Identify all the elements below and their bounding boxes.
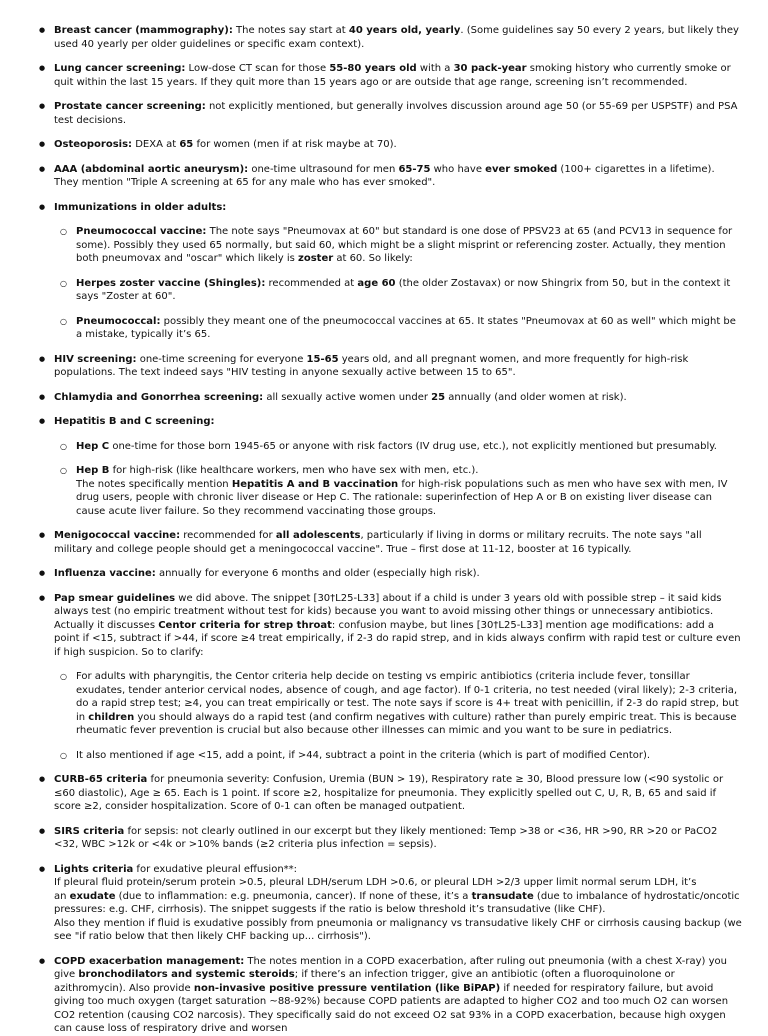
list-item-prostate-cancer: ● Prostate cancer screening: not explicitly mentioned, but generally involves discussion around age 50 (or 55-69 per USPSTF) and PSA test decisions.	[34, 100, 742, 127]
list-item-influenza: ● Influenza vaccine: annually for everyone 6 months and older (especially high risk).	[34, 567, 742, 581]
list-item-breast-cancer: ● Breast cancer (mammography): The notes say start at 40 years old, yearly. (Some guidelines say 50 every 2 years, but likely they used 40 yearly per older guidelines or specific exam context).	[34, 24, 742, 51]
immunizations-sublist	[54, 225, 742, 342]
sub-item-centor-adults: ○ For adults with pharyngitis, the Centor criteria help decide on testing vs empiric antibiotics (criteria include fever, tonsillar exudates, tender anterior cervical nodes, absence of cough, and age factor). If 0-1 criteria, no test needed (viral likely); 2-3 criteria, do a rapid strep test; ≥4, you can treat empirically or test. The note says if score is 4+ treat with penicillin, if 2-3 do rapid strep, but in children you should always do a rapid test (and confirm negatives with culture) rather than purely empiric treat. This is because rheumatic fever prevention is crucial but also because other illnesses can mimic and you want to be sure in pediatrics.	[54, 670, 742, 738]
list-item-aaa: ● AAA (abdominal aortic aneurysm): one-time ultrasound for men 65-75 who have ever smoked (100+ cigarettes in a lifetime). They mention "Triple A screening at 65 for any male who has ever smoked".	[34, 163, 742, 190]
list-item-meningococcal: ● Menigococcal vaccine: recommended for all adolescents, particularly if living in dorms or military recruits. The note says "all military and college people should get a meningococcal vaccine". True – first dose at 11-12, booster at 16 typically.	[34, 529, 742, 556]
sub-item-hep-c: ○ Hep C one-time for those born 1945-65 or anyone with risk factors (IV drug use, etc.), not explicitly mentioned but presumably.	[54, 440, 742, 454]
lights-line-causes: Also they mention if fluid is exudative possibly from pneumonia or malignancy vs transudative likely CHF or cirrhosis causing backup (we see "if ratio below that then likely CHF backing up... cirrhosis").	[54, 917, 742, 942]
screening-list	[34, 24, 742, 1036]
sub-item-pneumococcal-vaccine: ○ Pneumococcal vaccine: The note says "Pneumovax at 60" but standard is one dose of PPSV23 at 65 (and PCV13 in sequence for some). Possibly they used 65 normally, but said 60, which might be a slight misprint or referencing zoster. Actually, they mention both pneumovax and "oscar" which likely is zoster at 60. So likely:	[54, 225, 742, 266]
list-item-hiv-screening: ● HIV screening: one-time screening for everyone 15-65 years old, and all pregnant women, and more frequently for high-risk populations. The text indeed says "HIV testing in anyone sexually active between 15 to 65".	[34, 353, 742, 380]
list-item-hepatitis: ● Hepatitis B and C screening: ○ Hep C one-time for those born 1945-65 or anyone with risk factors (IV drug use, etc.), not explicitly mentioned but presumably. ○ Hep B for high-risk (like healthcare workers, men who have sex with men, etc.). The notes specifically mention Hepatitis A and B vaccination for high-risk populations such as men who have sex with men, IV drug users, people with chronic liver disease or Hep C. The rationale: superinfection of Hep A or B on existing liver disease can cause acute liver failure. So they recommend vaccinating those groups.	[34, 415, 742, 518]
list-item-curb65: ● CURB-65 criteria for pneumonia severity: Confusion, Uremia (BUN > 19), Respiratory rate ≥ 30, Blood pressure low (<90 systolic or ≤60 diastolic), Age ≥ 65. Each is 1 point. If score ≥2, hospitalize for pneumonia. They explicitly spelled out C, U, R, B, 65 and said if score ≥2, consider hospitalization. Score of 0-1 can often be managed outpatient.	[34, 773, 742, 814]
sub-item-centor-age: ○ It also mentioned if age <15, add a point, if >44, subtract a point in the criteria (which is part of modified Centor).	[54, 749, 742, 763]
list-item-osteoporosis: ● Osteoporosis: DEXA at 65 for women (men if at risk maybe at 70).	[34, 138, 742, 152]
sub-item-pneumococcal: ○ Pneumococcal: possibly they meant one of the pneumococcal vaccines at 65. It states "Pneumovax at 60 as well" which might be a mistake, typically it’s 65.	[54, 315, 742, 342]
list-item-chlamydia-gonorrhea: ● Chlamydia and Gonorrhea screening: all sexually active women under 25 annually (and older women at risk).	[34, 391, 742, 405]
list-item-copd: ● COPD exacerbation management: The notes mention in a COPD exacerbation, after ruling out pneumonia (with a chest X-ray) you give bronchodilators and systemic steroids; if there’s an infection trigger, give an antibiotic (often a fluoroquinolone or azithromycin). Also provide non-invasive positive pressure ventilation (like BiPAP) if needed for respiratory failure, but avoid giving too much oxygen (target saturation ~88-92%) because COPD patients are adapted to higher CO2 and too much O2 can worsen CO2 retention (causing CO2 narcosis). They specifically said do not exceed O2 sat 93% in a COPD exacerbation, because high oxygen can cause loss of respiratory drive and worsen	[34, 955, 742, 1036]
hepatitis-sublist	[54, 440, 742, 519]
centor-sublist	[54, 670, 742, 762]
list-item-lung-cancer: ● Lung cancer screening: Low-dose CT scan for those 55-80 years old with a 30 pack-year smoking history who currently smoke or quit within the last 15 years. If they quit more than 15 years ago or are outside that age range, screening isn’t recommended.	[34, 62, 742, 89]
lights-line-exudate: an exudate (due to inflammation: e.g. pneumonia, cancer). If none of these, it’s a transudate (due to imbalance of hydrostatic/oncotic pressures: e.g. CHF, cirrhosis). The snippet suggests if the ratio is below threshold it’s transudative (like CHF).	[54, 890, 740, 915]
hep-b-note: The notes specifically mention Hepatitis A and B vaccination for high-risk populations such as men who have sex with men, IV drug users, people with chronic liver disease or Hep C. The rationale: superinfection of Hep A or B on existing liver disease can cause acute liver failure. So they recommend vaccinating those groups.	[76, 478, 728, 517]
list-item-lights-criteria: ● Lights criteria for exudative pleural effusion**: If pleural fluid protein/serum protein >0.5, pleural LDH/serum LDH >0.6, or pleural LDH >2/3 upper limit normal serum LDH, it’s an exudate (due to inflammation: e.g. pneumonia, cancer). If none of these, it’s a transudate (due to imbalance of hydrostatic/oncotic pressures: e.g. CHF, cirrhosis). The snippet suggests if the ratio is below threshold it’s transudative (like CHF). Also they mention if fluid is exudative possibly from pneumonia or malignancy vs transudative likely CHF or cirrhosis causing backup (we see "if ratio below that then likely CHF backing up... cirrhosis").	[34, 863, 742, 944]
list-item-pap-smear: ● Pap smear guidelines we did above. The snippet [30†L25-L33] about if a child is under 3 years old with possible strep – it said kids always test (no empiric treatment without test for kids) because you want to avoid missing other things or unnecessary antibiotics. Actually it discusses Centor criteria for strep throat: confusion maybe, but lines [30†L25-L33] mention age modifications: add a point if <15, subtract if >44, if score ≥4 treat empirically, if 2-3 do rapid strep, and in kids always confirm with rapid test or culture even if high suspicion. So to clarify: ○ For adults with pharyngitis, the Centor criteria help decide on testing vs empiric antibiotics (criteria include fever, tonsillar exudates, tender anterior cervical nodes, absence of cough, and age factor). If 0-1 criteria, no test needed (viral likely); 2-3 criteria, do a rapid strep test; ≥4, you can treat empirically or test. The note says if score is 4+ treat with penicillin, if 2-3 do rapid strep, but in children you should always do a rapid test (and confirm negatives with culture) rather than purely empiric treat. This is because rheumatic fever prevention is crucial but also because other illnesses can mimic and you want to be sure in pediatrics. ○ It also mentioned if age <15, add a point, if >44, subtract a point in the criteria (which is part of modified Centor).	[34, 592, 742, 763]
list-item-sirs: ● SIRS criteria for sepsis: not clearly outlined in our excerpt but they likely mentioned: Temp >38 or <36, HR >90, RR >20 or PaCO2 <32, WBC >12k or <4k or >10% bands (≥2 criteria plus infection = sepsis).	[34, 825, 742, 852]
list-item-immunizations: ● Immunizations in older adults: ○ Pneumococcal vaccine: The note says "Pneumovax at 60" but standard is one dose of PPSV23 at 65 (and PCV13 in sequence for some). Possibly they used 65 normally, but said 60, which might be a slight misprint or referencing zoster. Actually, they mention both pneumovax and "oscar" which likely is zoster at 60. So likely: ○ Herpes zoster vaccine (Shingles): recommended at age 60 (the older Zostavax) or now Shingrix from 50, but in the context it says "Zoster at 60". ○ Pneumococcal: possibly they meant one of the pneumococcal vaccines at 65. It states "Pneumovax at 60 as well" which might be a mistake, typically it’s 65.	[34, 201, 742, 342]
sub-item-hep-b: ○ Hep B for high-risk (like healthcare workers, men who have sex with men, etc.). The notes specifically mention Hepatitis A and B vaccination for high-risk populations such as men who have sex with men, IV drug users, people with chronic liver disease or Hep C. The rationale: superinfection of Hep A or B on existing liver disease can cause acute liver failure. So they recommend vaccinating those groups.	[54, 464, 742, 518]
lights-line-thresholds: If pleural fluid protein/serum protein >0.5, pleural LDH/serum LDH >0.6, or pleural LDH >2/3 upper limit normal serum LDH, it’s	[54, 877, 697, 888]
sub-item-herpes-zoster: ○ Herpes zoster vaccine (Shingles): recommended at age 60 (the older Zostavax) or now Shingrix from 50, but in the context it says "Zoster at 60".	[54, 277, 742, 304]
